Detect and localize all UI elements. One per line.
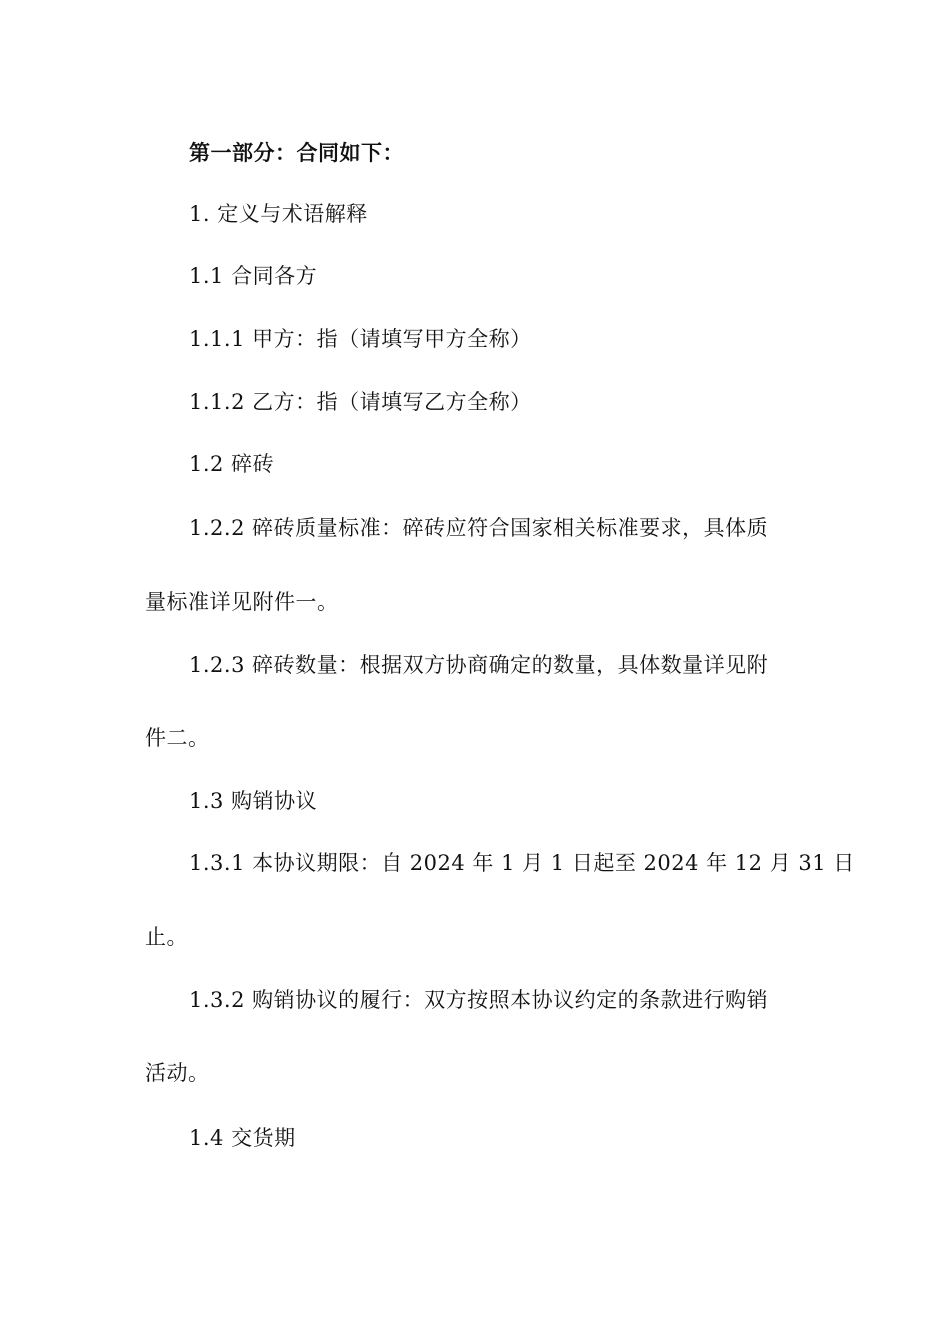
- clause-1-1-1: 1.1.1 甲方：指（请填写甲方全称）: [189, 327, 532, 351]
- section-title: 第一部分：合同如下：: [189, 140, 404, 165]
- clause-1-2: 1.2 碎砖: [189, 452, 275, 476]
- clause-1: 1. 定义与术语解释: [189, 202, 368, 226]
- clause-1-3-1: 1.3.1 本协议期限：自 2024 年 1 月 1 日起至 2024 年 12 月 31 日: [189, 851, 855, 875]
- clause-1-1: 1.1 合同各方: [189, 264, 318, 288]
- clause-1-2-2: 1.2.2 碎砖质量标准：碎砖应符合国家相关标准要求，具体质: [189, 516, 769, 540]
- clause-1-2-3-continued: 件二。: [145, 726, 210, 750]
- clause-1-2-2-continued: 量标准详见附件一。: [145, 590, 339, 614]
- clause-1-3: 1.3 购销协议: [189, 789, 318, 813]
- clause-1-1-2: 1.1.2 乙方：指（请填写乙方全称）: [189, 390, 532, 414]
- clause-1-3-2: 1.3.2 购销协议的履行：双方按照本协议约定的条款进行购销: [189, 988, 769, 1012]
- clause-1-2-3: 1.2.3 碎砖数量：根据双方协商确定的数量，具体数量详见附: [189, 653, 769, 677]
- clause-1-4: 1.4 交货期: [189, 1126, 296, 1150]
- clause-1-3-2-continued: 活动。: [145, 1061, 210, 1085]
- clause-1-3-1-continued: 止。: [145, 925, 188, 949]
